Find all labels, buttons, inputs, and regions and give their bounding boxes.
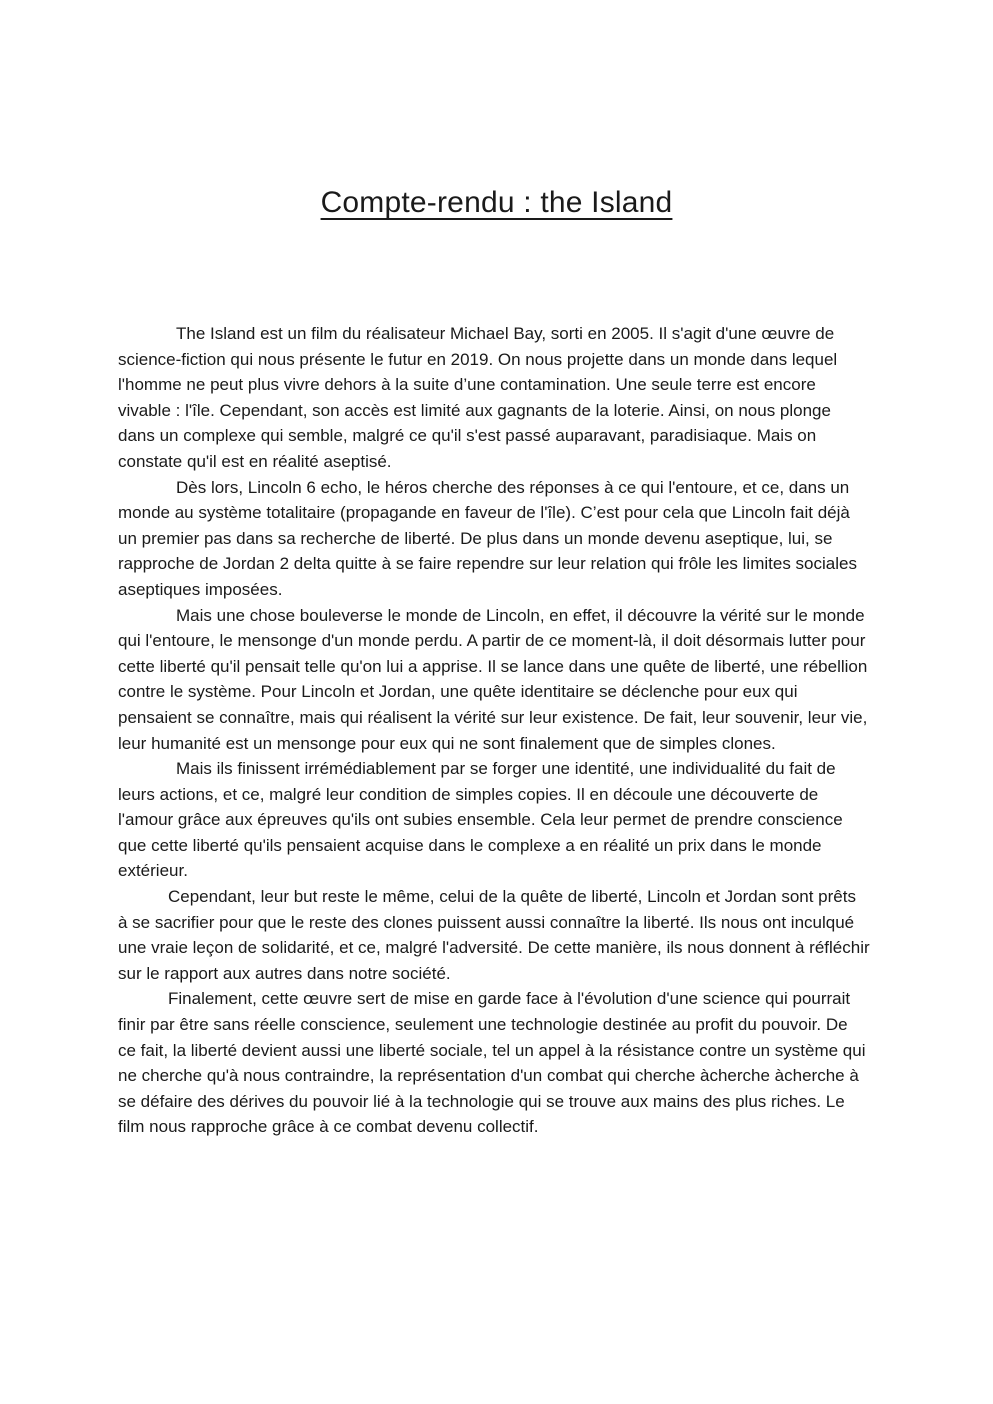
paragraph-4: Mais ils finissent irrémédiablement par se forger une identité, une individualité du fait de leurs actions, et ce, malgré leur condition de simples copies. Il en découle une découverte de l'amour grâce aux épreuves qu'ils ont subies ensemble. Cela leur permet de prendre conscience que cette liberté qu'ils pensaient acquise dans le complexe a en réalité un prix dans le monde extérieur. xyxy=(118,759,843,881)
document-body xyxy=(118,321,870,1140)
paragraph-1: The Island est un film du réalisateur Michael Bay, sorti en 2005. Il s'agit d'une œuvre de science-fiction qui nous présente le futur en 2019. On nous projette dans un monde dans lequel l'homme ne peut plus vivre dehors à la suite d’une contamination. Une seule terre est encore vivable : l'île. Cependant, son accès est limité aux gagnants de la loterie. Ainsi, on nous plonge dans un complexe qui semble, malgré ce qu'il s'est passé auparavant, paradisiaque. Mais on constate qu'il est en réalité aseptisé. xyxy=(118,324,838,471)
page-title xyxy=(0,183,993,223)
paragraph-5: Cependant, leur but reste le même, celui de la quête de liberté, Lincoln et Jordan sont prêts à se sacrifier pour que le reste des clones puissent aussi connaître la liberté. Ils nous ont inculqué une vraie leçon de solidarité, et ce, malgré l'adversité. De cette manière, ils nous donnent à réfléchir sur le rapport aux autres dans notre société. xyxy=(118,887,870,983)
paragraph-6: Finalement, cette œuvre sert de mise en garde face à l'évolution d'une science qui pourrait finir par être sans réelle conscience, seulement une technologie destinée au profit du pouvoir. De ce fait, la liberté devient aussi une liberté sociale, tel un appel à la résistance contre un système qui ne cherche qu'à nous contraindre, la représentation d'un combat qui cherche àcherche àcherche à se défaire des dérives du pouvoir lié à la technologie qui se trouve aux mains des plus riches. Le film nous rapproche grâce à ce combat devenu collectif. xyxy=(118,989,866,1137)
page-title-text: Compte-rendu : the Island xyxy=(320,186,673,219)
paragraph-3: Mais une chose bouleverse le monde de Lincoln, en effet, il découvre la vérité sur le monde qui l'entoure, le mensonge d'un monde perdu. A partir de ce moment-là, il doit désormais lutter pour cette liberté qu'il pensait telle qu'on lui a apprise. Il se lance dans une quête de liberté, une rébellion contre le système. Pour Lincoln et Jordan, une quête identitaire se déclenche pour eux qui pensaient se connaître, mais qui réalisent la vérité sur leur existence. De fait, leur souvenir, leur vie, leur humanité est un mensonge pour eux qui ne sont finalement que de simples clones. xyxy=(118,605,868,753)
paragraph-2: Dès lors, Lincoln 6 echo, le héros cherche des réponses à ce qui l'entoure, et ce, dans un monde au système totalitaire (propagande en faveur de l'île). C’est pour cela que Lincoln fait déjà un premier pas dans sa recherche de liberté. De plus dans un monde devenu aseptique, lui, se rapproche de Jordan 2 delta quitte à se faire rependre sur leur relation qui frôle les limites sociales aseptiques imposées. xyxy=(118,477,857,599)
